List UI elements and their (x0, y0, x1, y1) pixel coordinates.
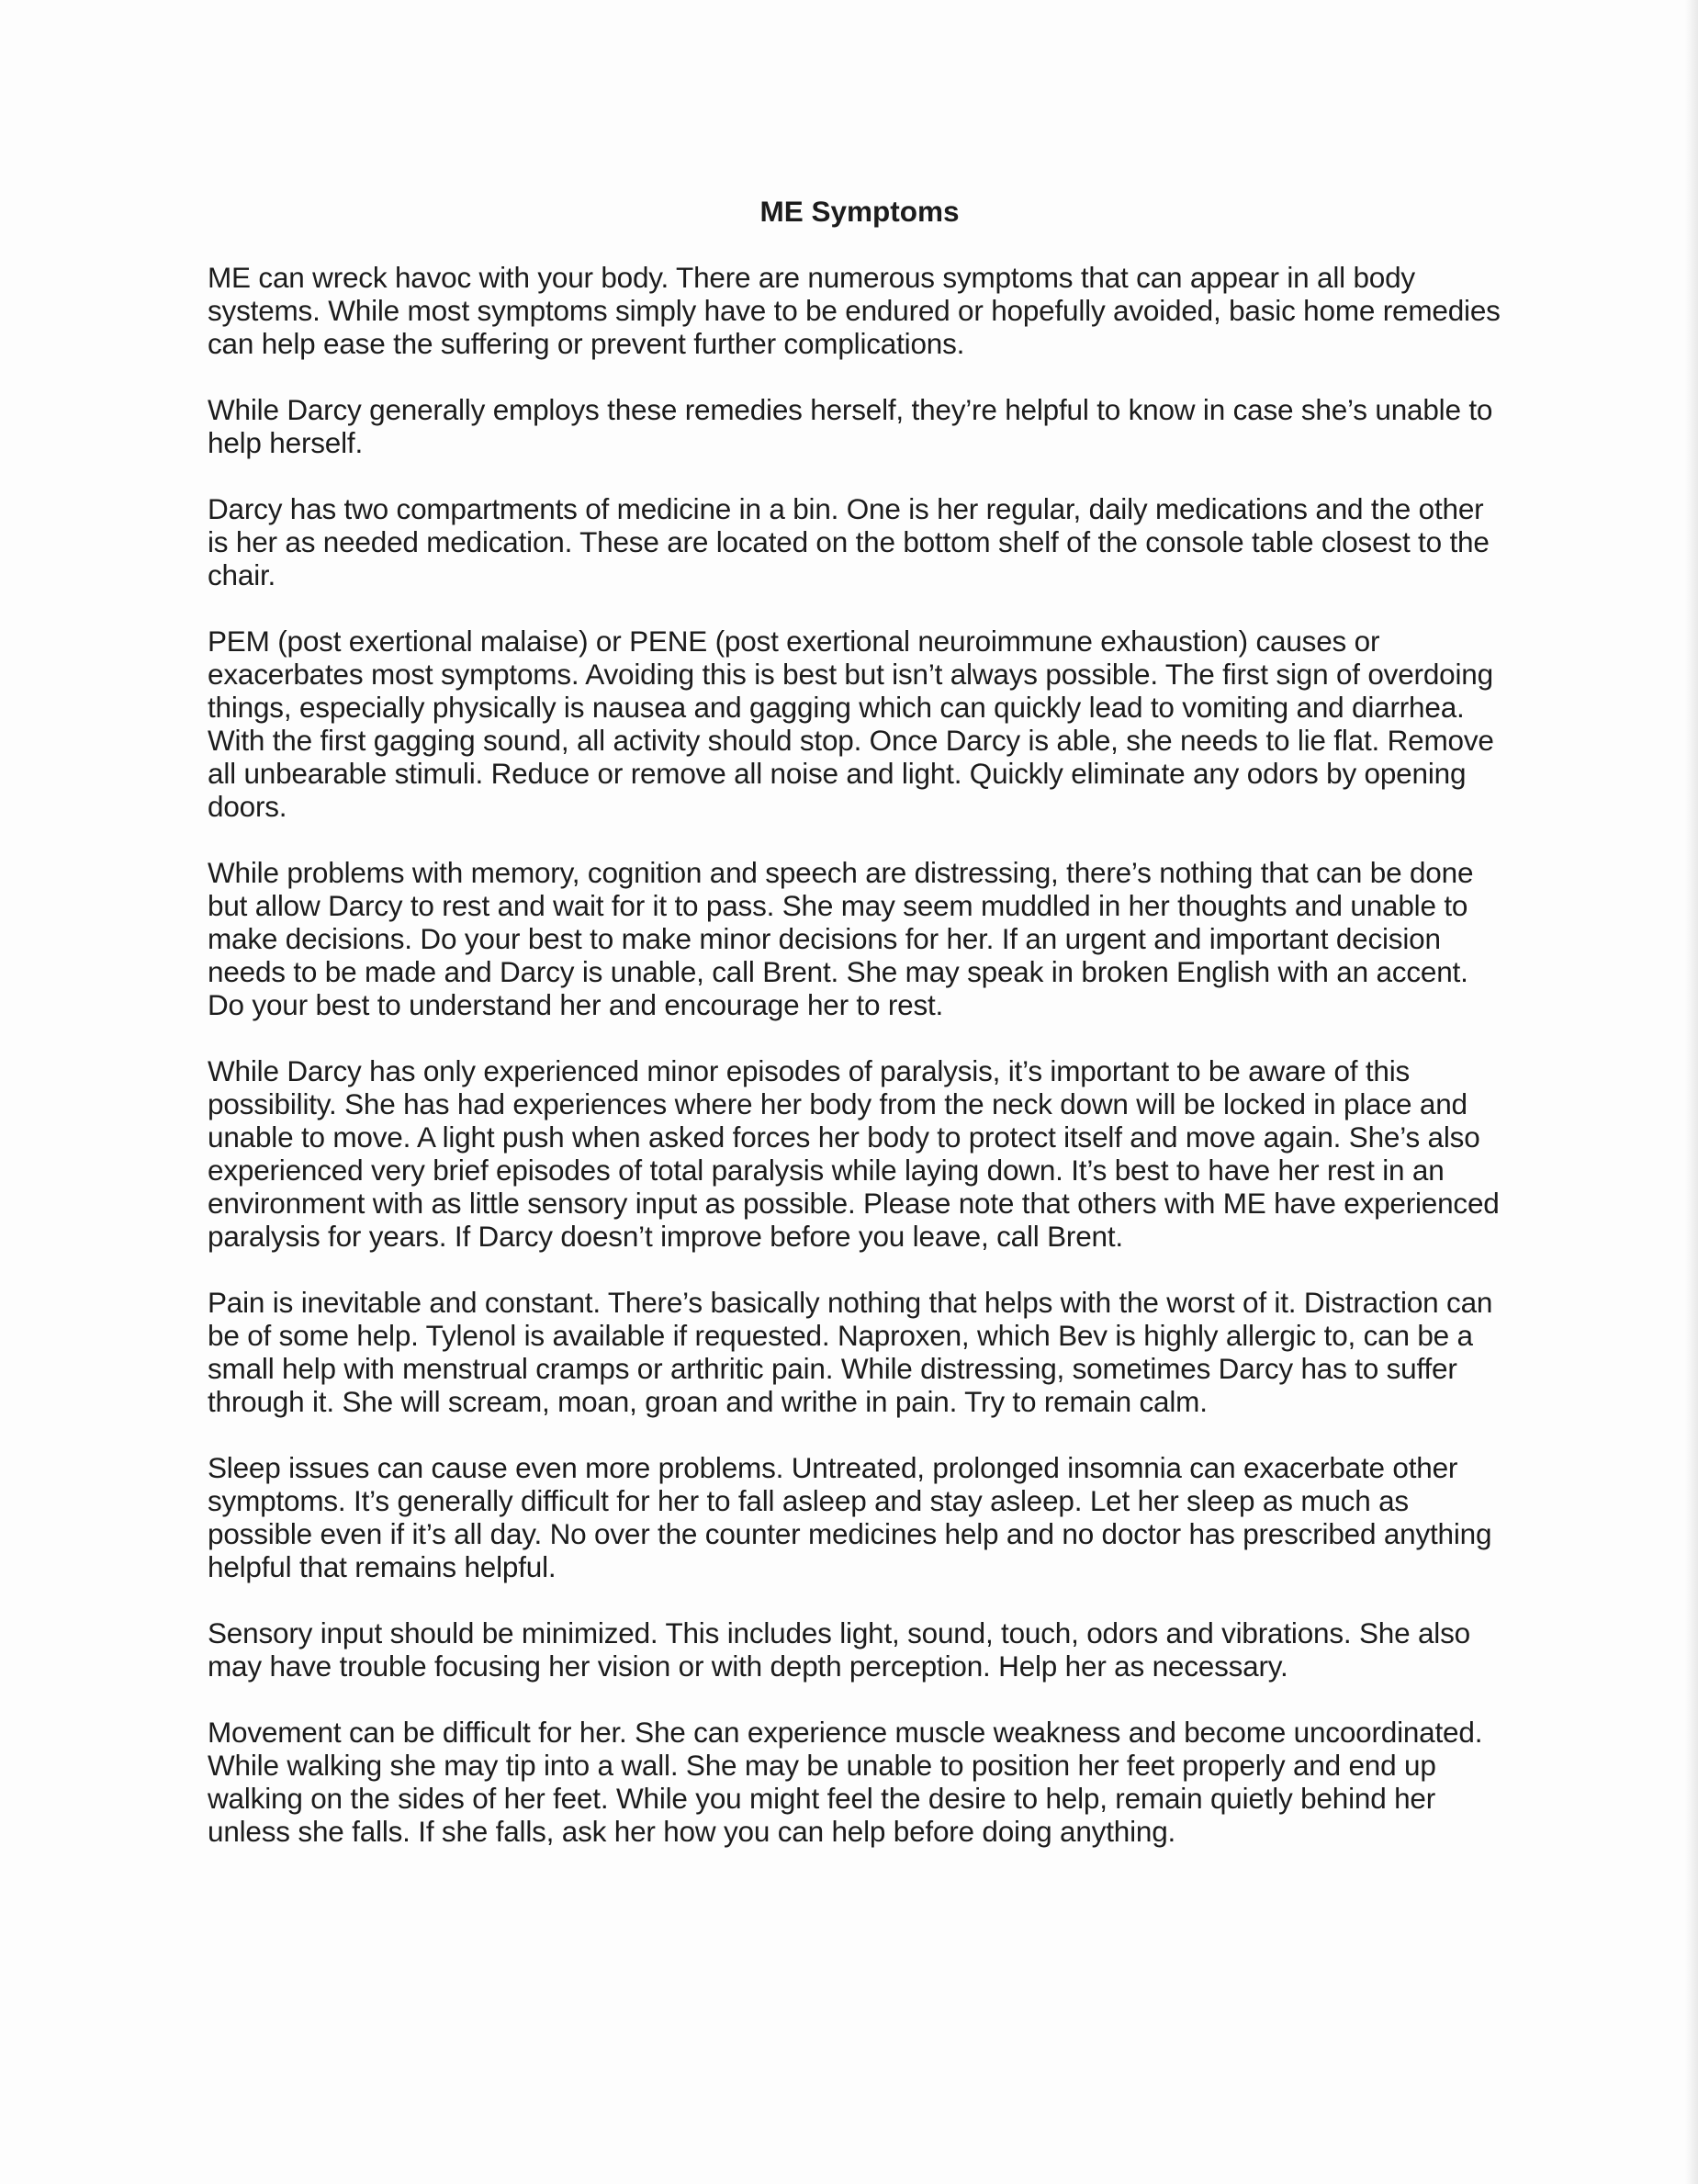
scan-edge-shadow (1685, 0, 1698, 2184)
paragraph-sleep: Sleep issues can cause even more problems. Untreated, prolonged insomnia can exacerbate other symptoms. It’s generally difficult for her to fall asleep and stay asleep. Let her sleep as much as possible even if it’s all day. No over the counter medicines help and no doctor has prescribed anything helpful that remains helpful. (208, 1451, 1492, 1583)
document-title: ME Symptoms (759, 195, 960, 228)
paragraph-sensory: Sensory input should be minimized. This includes light, sound, touch, odors and vibrations. She also may have trouble focusing her vision or with depth perception. Help her as necessary. (208, 1616, 1470, 1683)
paragraph-pem: PEM (post exertional malaise) or PENE (post exertional neuroimmune exhaustion) causes or exacerbates most symptoms. Avoiding this is best but isn’t always possible. The first sign of overdoing things, especially physically is nausea and gagging which can quickly lead to vomiting and diarrhea. With the first gagging sound, all activity should stop. Once Darcy is able, she needs to lie flat. Remove all unbearable stimuli. Reduce or remove all noise and light. Quickly eliminate any odors by opening doors. (208, 625, 1494, 823)
paragraph-cognition: While problems with memory, cognition and speech are distressing, there’s nothing that can be done but allow Darcy to rest and wait for it to pass. She may seem muddled in her thoughts and unable to make decisions. Do your best to make minor decisions for her. If an urgent and important decision needs to be made and Darcy is unable, call Brent. She may speak in broken English with an accent. Do your best to understand her and encourage her to rest. (208, 856, 1474, 1021)
paragraph-paralysis: While Darcy has only experienced minor episodes of paralysis, it’s important to be aware of this possibility. She has had experiences where her body from the neck down will be locked in place and unable to move. A light push when asked forces her body to protect itself and move again. She’s also experienced very brief episodes of total paralysis while laying down. It’s best to have her rest in an environment with as little sensory input as possible. Please note that others with ME have experienced paralysis for years. If Darcy doesn’t improve before you leave, call Brent. (208, 1054, 1500, 1253)
paragraph-medicine: Darcy has two compartments of medicine in a bin. One is her regular, daily medications and the other is her as needed medication. These are located on the bottom shelf of the console table closest to the chair. (208, 492, 1490, 591)
document-body (208, 195, 1512, 1881)
paragraph-movement: Movement can be difficult for her. She can experience muscle weakness and become uncoordinated. While walking she may tip into a wall. She may be unable to position her feet properly and end up walking on the sides of her feet. While you might feel the desire to help, remain quietly behind her unless she falls. If she falls, ask her how you can help before doing anything. (208, 1716, 1483, 1848)
paragraph-intro: ME can wreck havoc with your body. There are numerous symptoms that can appear in all body systems. While most symptoms simply have to be endured or hopefully avoided, basic home remedies can help ease the suffering or prevent further complications. (208, 261, 1501, 360)
paragraph-remedies: While Darcy generally employs these remedies herself, they’re helpful to know in case she’s unable to help herself. (208, 393, 1493, 459)
paragraph-pain: Pain is inevitable and constant. There’s basically nothing that helps with the worst of it. Distraction can be of some help. Tylenol is available if requested. Naproxen, which Bev is highly allergic to, can be a small help with menstrual cramps or arthritic pain. While distressing, sometimes Darcy has to suffer through it. She will scream, moan, groan and writhe in pain. Try to remain calm. (208, 1286, 1493, 1418)
